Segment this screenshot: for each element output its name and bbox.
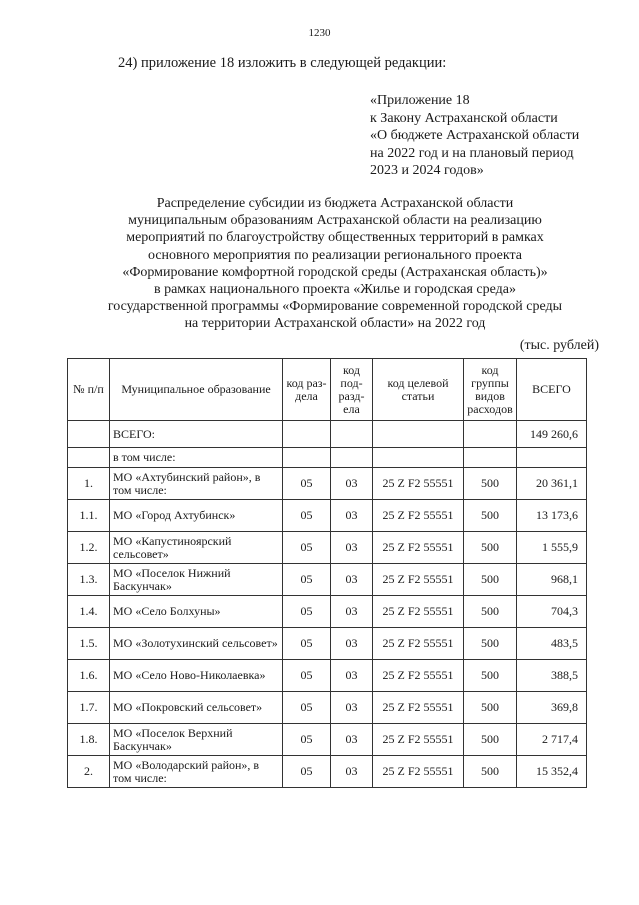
intro-text: 24) приложение 18 изложить в следующей редакции:	[118, 55, 447, 71]
appendix-reference	[370, 92, 579, 180]
row-total: 2 717,4	[517, 724, 587, 756]
row-group: 500	[464, 500, 517, 532]
row-num: 2.	[68, 756, 110, 788]
row-name: МО «Ахтубинский район», в том числе:	[110, 468, 283, 500]
row-total: 483,5	[517, 628, 587, 660]
row-total: 15 352,4	[517, 756, 587, 788]
title-line: на территории Астраханской области» на 2022 год	[184, 316, 486, 332]
row-num: 1.5.	[68, 628, 110, 660]
table-row	[68, 628, 587, 660]
row-group: 500	[464, 756, 517, 788]
row-target: 25 Z F2 55551	[373, 468, 464, 500]
row-total: 704,3	[517, 596, 587, 628]
title-line: государственной программы «Формирование современной городской среды	[107, 299, 563, 315]
row-target: 25 Z F2 55551	[373, 628, 464, 660]
row-num: 1.8.	[68, 724, 110, 756]
row-total: 968,1	[517, 564, 587, 596]
title-line: муниципальным образованиям Астраханской области на реализацию	[128, 213, 542, 229]
appendix-line: «О бюджете Астраханской области	[370, 128, 580, 143]
row-num: 1.7.	[68, 692, 110, 724]
total-label: ВСЕГО:	[110, 421, 283, 448]
table-row	[68, 532, 587, 564]
document-title	[70, 195, 600, 333]
row-group: 500	[464, 724, 517, 756]
row-target: 25 Z F2 55551	[373, 564, 464, 596]
row-section: 05	[283, 756, 331, 788]
row-section: 05	[283, 692, 331, 724]
row-subsection: 03	[331, 628, 373, 660]
header-target: код целевой статьи	[373, 359, 464, 421]
table-row	[68, 692, 587, 724]
header-group: код группы видов расходов	[464, 359, 517, 421]
row-num: 1.	[68, 468, 110, 500]
header-total: ВСЕГО	[517, 359, 587, 421]
row-subsection: 03	[331, 660, 373, 692]
row-target: 25 Z F2 55551	[373, 724, 464, 756]
row-name: МО «Володарский район», в том числе:	[110, 756, 283, 788]
row-section: 05	[283, 500, 331, 532]
subsidy-table	[67, 358, 587, 788]
table-row	[68, 500, 587, 532]
title-line: основного мероприятия по реализации регионального проекта	[147, 247, 523, 263]
header-municipality: Муниципальное образование	[110, 359, 283, 421]
row-name: МО «Покровский сельсовет»	[110, 692, 283, 724]
row-subsection: 03	[331, 500, 373, 532]
title-line: в рамках национального проекта «Жилье и городская среда»	[153, 282, 517, 298]
row-name: МО «Село Болхуны»	[110, 596, 283, 628]
row-name: МО «Капустиноярский сельсовет»	[110, 532, 283, 564]
table-row	[68, 596, 587, 628]
row-name: МО «Село Ново-Николаевка»	[110, 660, 283, 692]
row-num: 1.1.	[68, 500, 110, 532]
row-section: 05	[283, 660, 331, 692]
row-target: 25 Z F2 55551	[373, 500, 464, 532]
total-value: 149 260,6	[517, 421, 587, 448]
row-num: 1.3.	[68, 564, 110, 596]
row-group: 500	[464, 468, 517, 500]
table-row	[68, 564, 587, 596]
row-subsection: 03	[331, 596, 373, 628]
row-name: МО «Город Ахтубинск»	[110, 500, 283, 532]
table-row-incl	[68, 448, 587, 468]
row-group: 500	[464, 564, 517, 596]
row-group: 500	[464, 532, 517, 564]
row-target: 25 Z F2 55551	[373, 532, 464, 564]
row-subsection: 03	[331, 468, 373, 500]
appendix-line: на 2022 год и на плановый период	[370, 145, 574, 161]
row-subsection: 03	[331, 724, 373, 756]
table-row-total	[68, 421, 587, 448]
title-line: мероприятий по благоустройству общественных территорий в рамках	[126, 230, 544, 246]
row-subsection: 03	[331, 692, 373, 724]
row-section: 05	[283, 724, 331, 756]
table-header-row	[68, 359, 587, 421]
table-row	[68, 660, 587, 692]
header-section: код раз-дела	[283, 359, 331, 421]
row-group: 500	[464, 596, 517, 628]
row-total: 13 173,6	[517, 500, 587, 532]
row-num: 1.2.	[68, 532, 110, 564]
row-num: 1.4.	[68, 596, 110, 628]
appendix-line: «Приложение 18	[370, 93, 470, 108]
row-total: 1 555,9	[517, 532, 587, 564]
table-row	[68, 724, 587, 756]
row-name: МО «Золотухинский сельсовет»	[110, 628, 283, 660]
row-total: 369,8	[517, 692, 587, 724]
appendix-line: 2023 и 2024 годов»	[370, 163, 484, 178]
row-name: МО «Поселок Верхний Баскунчак»	[110, 724, 283, 756]
row-group: 500	[464, 692, 517, 724]
row-group: 500	[464, 660, 517, 692]
row-section: 05	[283, 596, 331, 628]
row-target: 25 Z F2 55551	[373, 692, 464, 724]
row-section: 05	[283, 564, 331, 596]
row-target: 25 Z F2 55551	[373, 756, 464, 788]
row-name: МО «Поселок Нижний Баскунчак»	[110, 564, 283, 596]
row-subsection: 03	[331, 564, 373, 596]
row-subsection: 03	[331, 756, 373, 788]
units-label: (тыс. рублей)	[519, 338, 599, 353]
row-target: 25 Z F2 55551	[373, 660, 464, 692]
appendix-line: к Закону Астраханской области	[370, 110, 558, 126]
row-target: 25 Z F2 55551	[373, 596, 464, 628]
row-section: 05	[283, 468, 331, 500]
row-total: 388,5	[517, 660, 587, 692]
row-section: 05	[283, 628, 331, 660]
title-line: «Формирование комфортной городской среды (Астраханская область)»	[122, 264, 548, 280]
row-group: 500	[464, 628, 517, 660]
row-total: 20 361,1	[517, 468, 587, 500]
table-row	[68, 468, 587, 500]
table-row	[68, 756, 587, 788]
incl-label: в том числе:	[110, 448, 283, 468]
row-section: 05	[283, 532, 331, 564]
title-line: Распределение субсидии из бюджета Астраханской области	[156, 196, 514, 211]
header-subsection: код под-разд-ела	[331, 359, 373, 421]
page-number: 1230	[308, 27, 331, 39]
header-num: № п/п	[68, 359, 110, 421]
row-subsection: 03	[331, 532, 373, 564]
row-num: 1.6.	[68, 660, 110, 692]
